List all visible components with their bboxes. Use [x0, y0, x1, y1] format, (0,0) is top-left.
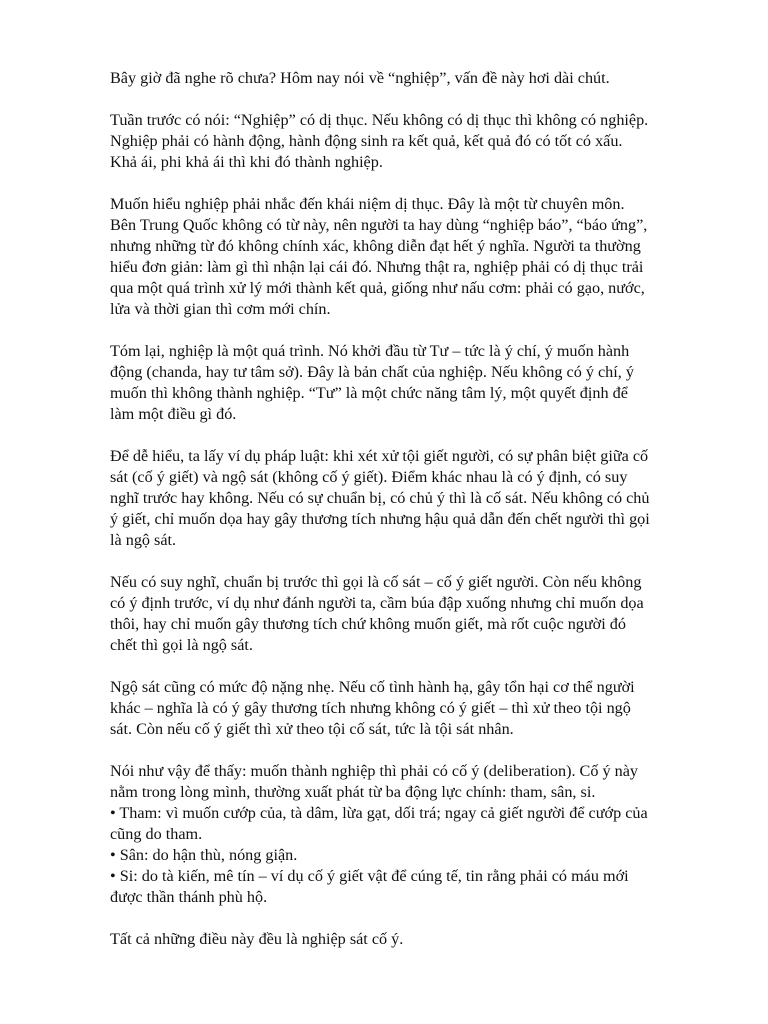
text-line: Muốn hiểu nghiệp phải nhắc đến khái niệm dị thục. Đây là một từ chuyên môn. — [110, 195, 625, 213]
paragraph — [110, 572, 714, 656]
text-line: qua một quá trình xử lý mới thành kết quả, giống như nấu cơm: phải có gạo, nước, — [110, 279, 645, 297]
text-line: • Si: do tà kiến, mê tín – ví dụ cố ý giết vật để cúng tế, tin rằng phải có máu mới — [110, 867, 629, 885]
text-line: nằm trong lòng mình, thường xuất phát từ ba động lực chính: tham, sân, si. — [110, 783, 596, 801]
text-line: Bên Trung Quốc không có từ này, nên người ta hay dùng “nghiệp báo”, “báo ứng”, — [110, 216, 648, 234]
text-line: khác – nghĩa là có ý gây thương tích nhưng không có ý giết – thì xử theo tội ngộ — [110, 699, 631, 717]
text-line: • Tham: vì muốn cướp của, tà dâm, lừa gạt, dối trá; ngay cả giết người để cướp của — [110, 804, 648, 822]
text-line: Bây giờ đã nghe rõ chưa? Hôm nay nói về “nghiệp”, vấn đề này hơi dài chút. — [110, 69, 610, 87]
text-line: làm một điều gì đó. — [110, 405, 237, 423]
text-line: Nói như vậy để thấy: muốn thành nghiệp thì phải có cố ý (deliberation). Cố ý này — [110, 762, 639, 780]
text-line: sát (cố ý giết) và ngộ sát (không cố ý giết). Điểm khác nhau là có ý định, có suy — [110, 468, 628, 486]
document-page — [110, 68, 714, 950]
paragraph — [110, 194, 714, 320]
text-line: muốn thì không thành nghiệp. “Tư” là một chức năng tâm lý, một quyết định để — [110, 384, 628, 402]
paragraph — [110, 446, 714, 551]
paragraph — [110, 677, 714, 740]
paragraph — [110, 68, 714, 89]
text-line: nghĩ trước hay không. Nếu có sự chuẩn bị, có chủ ý thì là cố sát. Nếu không có chủ — [110, 489, 650, 507]
text-line: động (chanda, hay tư tâm sở). Đây là bản chất của nghiệp. Nếu không có ý chí, ý — [110, 363, 634, 381]
text-line: Tóm lại, nghiệp là một quá trình. Nó khởi đầu từ Tư – tức là ý chí, ý muốn hành — [110, 342, 630, 360]
text-line: lửa và thời gian thì cơm mới chín. — [110, 300, 331, 318]
paragraph — [110, 929, 714, 950]
text-line: chết thì gọi là ngộ sát. — [110, 636, 253, 654]
text-line: Khả ái, phi khả ái thì khi đó thành nghiệp. — [110, 153, 383, 171]
text-line: cũng do tham. — [110, 825, 203, 843]
paragraph — [110, 341, 714, 425]
text-line: Nếu có suy nghĩ, chuẩn bị trước thì gọi là cố sát – cố ý giết người. Còn nếu không — [110, 573, 642, 591]
text-line: • Sân: do hận thù, nóng giận. — [110, 846, 298, 864]
text-line: thôi, hay chỉ muốn gây thương tích chứ không muốn giết, mà rốt cuộc người đó — [110, 615, 626, 633]
text-line: Để dễ hiểu, ta lấy ví dụ pháp luật: khi xét xử tội giết người, có sự phân biệt giữa cố — [110, 447, 649, 465]
text-line: sát. Còn nếu cố ý giết thì xử theo tội cố sát, tức là tội sát nhân. — [110, 720, 514, 738]
text-line: ý giết, chỉ muốn dọa hay gây thương tích nhưng hậu quả dẫn đến chết người thì gọi — [110, 510, 650, 528]
text-line: hiểu đơn giản: làm gì thì nhận lại cái đó. Nhưng thật ra, nghiệp phải có dị thục trải — [110, 258, 644, 276]
text-line: Nghiệp phải có hành động, hành động sinh ra kết quả, kết quả đó có tốt có xấu. — [110, 132, 623, 150]
text-line: Ngộ sát cũng có mức độ nặng nhẹ. Nếu cố tình hành hạ, gây tổn hại cơ thể người — [110, 678, 635, 696]
text-line: được thần thánh phù hộ. — [110, 888, 268, 906]
text-line: Tất cả những điều này đều là nghiệp sát cố ý. — [110, 930, 404, 948]
text-line: có ý định trước, ví dụ như đánh người ta, cầm búa đập xuống nhưng chỉ muốn dọa — [110, 594, 644, 612]
text-line: là ngộ sát. — [110, 531, 177, 549]
paragraph — [110, 761, 714, 908]
text-line: Tuần trước có nói: “Nghiệp” có dị thục. Nếu không có dị thục thì không có nghiệp. — [110, 111, 649, 129]
text-line: nhưng những từ đó không chính xác, không diễn đạt hết ý nghĩa. Người ta thường — [110, 237, 641, 255]
paragraph — [110, 110, 714, 173]
